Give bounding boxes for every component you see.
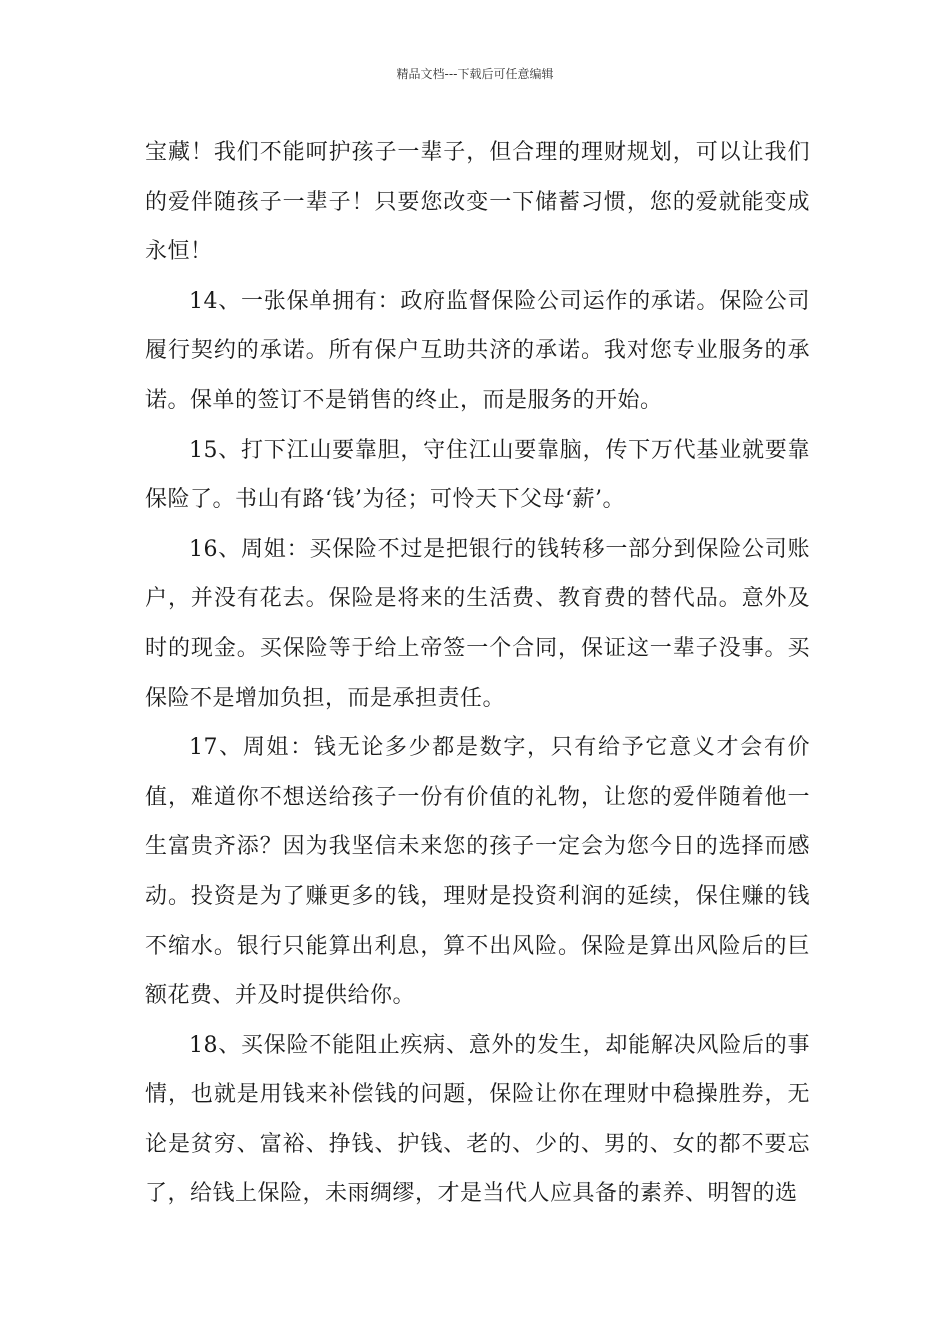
paragraph-17: 17、周姐：钱无论多少都是数字，只有给予它意义才会有价值，难道你不想送给孩子一份有价值的礼物，让您的爱伴随着他一生富贵齐添？因为我坚信未来您的孩子一定会为您今日的选择而感动。投资是为了赚更多的钱，理财是投资利润的延续，保住赚的钱不缩水。银行只能算出利息，算不出风险。保险是算出风险后的巨额花费、并及时提供给你。 <box>145 735 810 1009</box>
paragraph-18: 18、买保险不能阻止疾病、意外的发生，却能解决风险后的事情，也就是用钱来补偿钱的问题，保险让你在理财中稳操胜券，无论是贫穷、富裕、挣钱、护钱、老的、少的、男的、女的都不要忘了，给钱上保险，未雨绸缪，才是当代人应具备的素养、明智的选 <box>145 1032 810 1207</box>
document-body <box>145 128 810 1219</box>
paragraph-14: 14、一张保单拥有：政府监督保险公司运作的承诺。保险公司履行契约的承诺。所有保户互助共济的承诺。我对您专业服务的承诺。保单的签订不是销售的终止，而是服务的开始。 <box>145 288 810 413</box>
paragraph-continuation: 宝藏！我们不能呵护孩子一辈子，但合理的理财规划，可以让我们的爱伴随孩子一辈子！只要您改变一下储蓄习惯，您的爱就能变成永恒！ <box>145 140 810 265</box>
paragraph-15: 15、打下江山要靠胆，守住江山要靠脑，传下万代基业就要靠保险了。书山有路‘钱’为径；可怜天下父母‘薪’。 <box>145 437 810 513</box>
paragraph-16: 16、周姐：买保险不过是把银行的钱转移一部分到保险公司账户，并没有花去。保险是将来的生活费、教育费的替代品。意外及时的现金。买保险等于给上帝签一个合同，保证这一辈子没事。买保险不是增加负担，而是承担责任。 <box>145 536 810 711</box>
page-header: 精品文档---下载后可任意编辑 <box>396 67 554 81</box>
